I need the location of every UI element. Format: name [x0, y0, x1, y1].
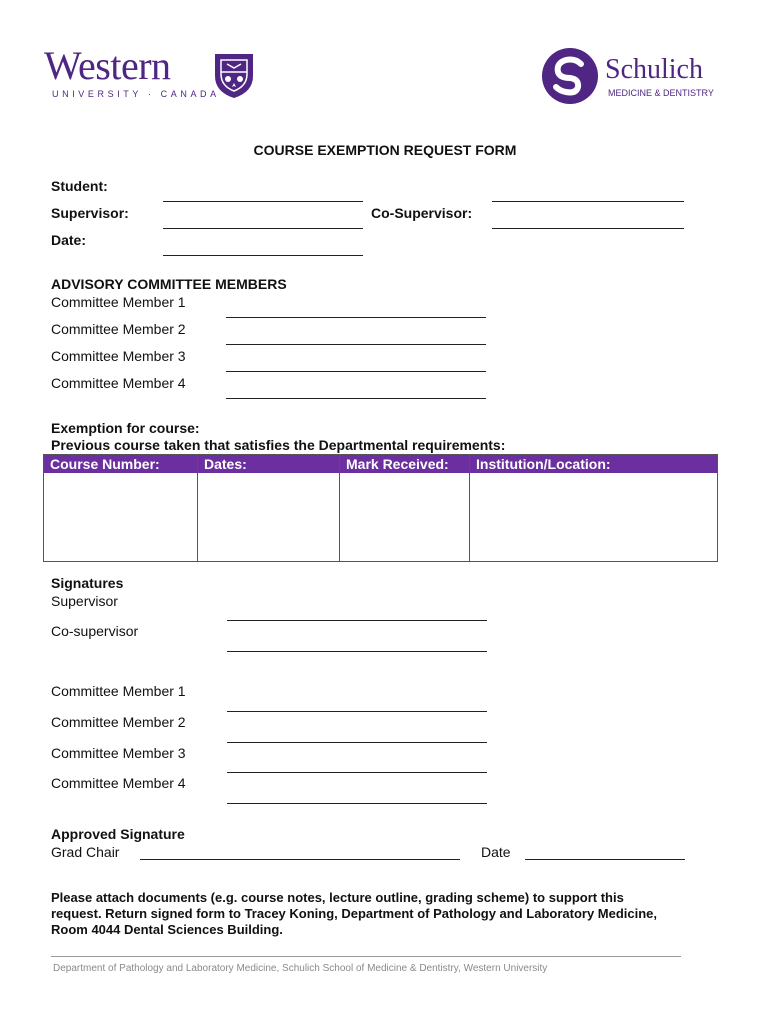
instructions-line-3: Room 4044 Dental Sciences Building.	[51, 922, 283, 937]
committee-heading: ADVISORY COMMITTEE MEMBERS	[51, 276, 287, 292]
exemption-heading: Exemption for course:	[51, 420, 200, 436]
western-logo-wordmark: Western	[44, 43, 171, 88]
committee-member-4-label: Committee Member 4	[51, 375, 186, 391]
western-logo-tagline: UNIVERSITY · CANADA	[52, 89, 220, 99]
approved-date-label: Date	[481, 844, 511, 860]
column-mark-received: Mark Received:	[346, 456, 449, 472]
signature-supervisor-label: Supervisor	[51, 593, 118, 609]
co-supervisor-field-line-2[interactable]	[492, 228, 684, 229]
signature-co-supervisor-label: Co-supervisor	[51, 623, 139, 639]
grad-chair-label: Grad Chair	[51, 844, 120, 860]
signature-co-supervisor-line[interactable]	[227, 651, 487, 652]
date-field-line[interactable]	[163, 255, 363, 256]
footer-text: Department of Pathology and Laboratory Medicine, Schulich School of Medicine & Dentistry, Western University	[53, 963, 548, 974]
student-label: Student:	[51, 178, 108, 194]
co-supervisor-label: Co-Supervisor:	[371, 205, 473, 221]
student-field-line[interactable]	[163, 201, 363, 202]
committee-member-3-line[interactable]	[226, 371, 486, 372]
approved-date-line[interactable]	[525, 859, 685, 860]
column-divider	[339, 455, 340, 561]
committee-member-2-line[interactable]	[226, 344, 486, 345]
column-dates: Dates:	[204, 456, 247, 472]
signature-member-1-label: Committee Member 1	[51, 683, 186, 699]
footer-divider	[51, 956, 681, 957]
co-supervisor-field-line-1[interactable]	[492, 201, 684, 202]
signature-member-2-line[interactable]	[227, 742, 487, 743]
column-course-number: Course Number:	[50, 456, 160, 472]
signature-member-1-line[interactable]	[227, 711, 487, 712]
column-divider	[469, 455, 470, 561]
column-divider	[197, 455, 198, 561]
previous-course-label: Previous course taken that satisfies the Departmental requirements:	[51, 437, 506, 453]
supervisor-field-line[interactable]	[163, 228, 363, 229]
column-institution-location: Institution/Location:	[476, 456, 611, 472]
form-title: COURSE EXEMPTION REQUEST FORM	[253, 142, 517, 158]
signature-supervisor-line[interactable]	[227, 620, 487, 621]
schulich-logo-icon	[541, 47, 599, 105]
schulich-logo-tagline: MEDICINE & DENTISTRY	[608, 88, 714, 98]
course-table	[43, 454, 718, 562]
committee-member-1-line[interactable]	[226, 317, 486, 318]
instructions-line-2: request. Return signed form to Tracey Koning, Department of Pathology and Laboratory Medicine,	[51, 906, 658, 921]
committee-member-2-label: Committee Member 2	[51, 321, 186, 337]
signature-member-2-label: Committee Member 2	[51, 714, 186, 730]
instructions-line-1: Please attach documents (e.g. course notes, lecture outline, grading scheme) to support this	[51, 890, 624, 905]
committee-member-4-line[interactable]	[226, 398, 486, 399]
committee-member-3-label: Committee Member 3	[51, 348, 186, 364]
signatures-heading: Signatures	[51, 575, 124, 591]
signature-member-4-line[interactable]	[227, 803, 487, 804]
signature-member-3-line[interactable]	[227, 772, 487, 773]
signature-member-3-label: Committee Member 3	[51, 745, 186, 761]
schulich-logo-wordmark: Schulich	[605, 54, 703, 85]
committee-member-1-label: Committee Member 1	[51, 294, 186, 310]
grad-chair-signature-line[interactable]	[140, 859, 460, 860]
supervisor-label: Supervisor:	[51, 205, 129, 221]
signature-member-4-label: Committee Member 4	[51, 775, 186, 791]
approved-signature-heading: Approved Signature	[51, 826, 185, 842]
date-label: Date:	[51, 232, 87, 248]
western-crest-icon	[213, 50, 255, 100]
